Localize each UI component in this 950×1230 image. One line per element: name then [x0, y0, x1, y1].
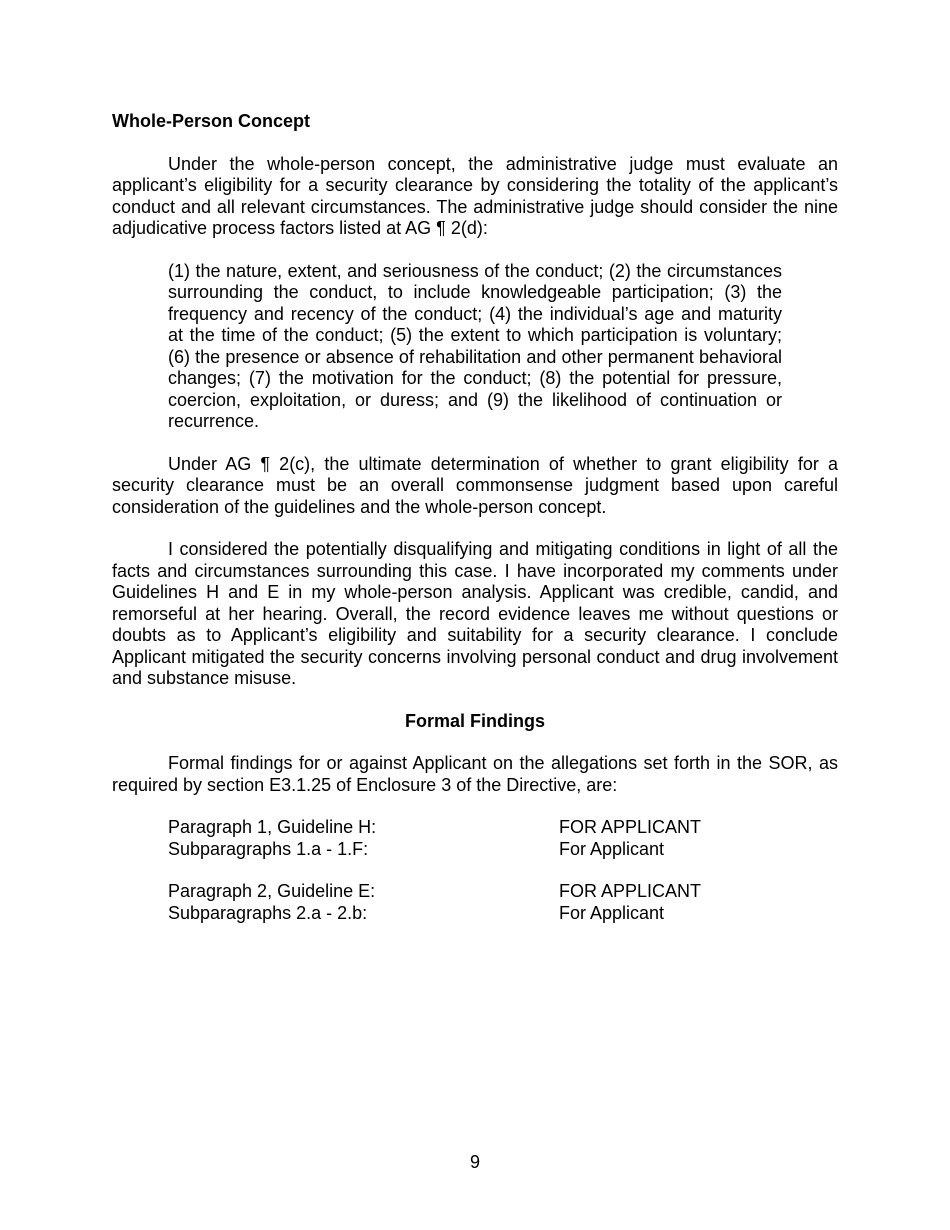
- finding-group: [168, 817, 838, 860]
- page-number: 9: [469, 1152, 480, 1172]
- finding-paragraph-result: FOR APPLICANT: [559, 881, 702, 901]
- finding-subparagraph-result: For Applicant: [559, 902, 665, 923]
- section-heading: Whole-Person Concept: [112, 111, 311, 131]
- finding-subparagraph-label: Subparagraphs 1.a - 1.F:: [168, 838, 369, 859]
- finding-subparagraph-row: [168, 903, 838, 925]
- finding-subparagraph-label: Subparagraphs 2.a - 2.b:: [168, 902, 368, 923]
- factors-block-quote: (1) the nature, extent, and seriousness of the conduct; (2) the circumstances surrounding the conduct, to include knowledgeable participation; (3) the frequency and recency of the conduct; (4) the individual’s age and maturity at the time of the conduct; (5) the extent to which participation is voluntary; (6) the presence or absence of rehabilitation and other permanent behavioral changes; (7) the motivation for the conduct; (8) the potential for pressure, coercion, exploitation, or duress; and (9) the likelihood of continuation or recurrence.: [168, 260, 782, 431]
- finding-paragraph-row: [168, 881, 838, 903]
- finding-subparagraph-result: For Applicant: [559, 838, 665, 859]
- ag-2c-paragraph: Under AG ¶ 2(c), the ultimate determination of whether to grant eligibility for a security clearance must be an overall commonsense judgment based upon careful consideration of the guidelines and the whole-person concept.: [112, 453, 838, 517]
- finding-paragraph-label: Paragraph 1, Guideline H:: [168, 817, 377, 837]
- finding-paragraph-result: FOR APPLICANT: [559, 817, 702, 837]
- conclusion-paragraph: I considered the potentially disqualifying and mitigating conditions in light of all the facts and circumstances surrounding this case. I have incorporated my comments under Guidelines H and E in my whole-person analysis. Applicant was credible, candid, and remorseful at her hearing. Overall, the record evidence leaves me without questions or doubts as to Applicant’s eligibility and suitability for a security clearance. I conclude Applicant mitigated the security concerns involving personal conduct and drug involvement and substance misuse.: [112, 539, 838, 688]
- finding-group: [168, 881, 838, 924]
- finding-subparagraph-row: [168, 839, 838, 861]
- intro-paragraph: Under the whole-person concept, the administrative judge must evaluate an applicant’s eligibility for a security clearance by considering the totality of the applicant’s conduct and all relevant circumstances. The administrative judge should consider the nine adjudicative process factors listed at AG ¶ 2(d):: [112, 153, 838, 238]
- finding-paragraph-row: [168, 817, 838, 839]
- findings-list: [168, 817, 838, 924]
- finding-paragraph-label: Paragraph 2, Guideline E:: [168, 881, 376, 901]
- findings-heading: Formal Findings: [404, 710, 545, 731]
- document-page: [112, 111, 838, 945]
- findings-intro-paragraph: Formal findings for or against Applicant on the allegations set forth in the SOR, as required by section E3.1.25 of Enclosure 3 of the Directive, are:: [112, 753, 838, 795]
